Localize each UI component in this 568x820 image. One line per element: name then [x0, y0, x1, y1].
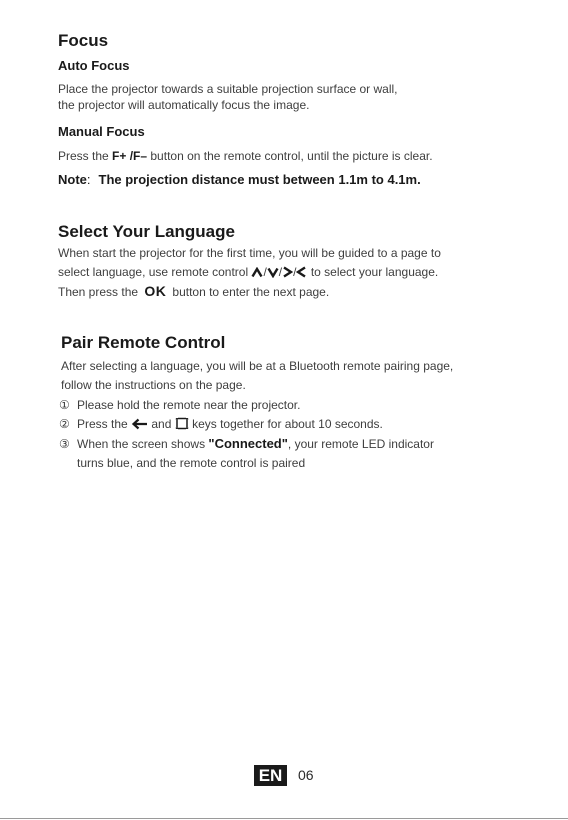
- connected-label: "Connected": [208, 436, 288, 451]
- step-2-and: and: [148, 417, 175, 431]
- note-colon: :: [86, 172, 91, 187]
- pair-step-2: [59, 416, 383, 435]
- auto-focus-heading: Auto Focus: [58, 58, 130, 73]
- ok-key-label: OK: [144, 283, 167, 299]
- language-line-3-pre: Then press the: [58, 285, 142, 299]
- key-separator-1: /: [263, 265, 267, 279]
- pair-line-2: follow the instructions on the page.: [61, 378, 246, 392]
- focus-heading: Focus: [58, 31, 109, 50]
- pair-heading: Pair Remote Control: [61, 333, 226, 352]
- up-arrow-icon: [251, 266, 263, 283]
- pair-line-1: After selecting a language, you will be at a Bluetooth remote pairing page,: [61, 359, 454, 373]
- auto-focus-line-1: Place the projector towards a suitable projection surface or wall,: [58, 82, 398, 96]
- note-label: Note: [58, 172, 87, 187]
- language-line-2: [58, 264, 438, 283]
- focus-note: [58, 172, 421, 187]
- manual-focus-text: [58, 148, 433, 165]
- manual-focus-post: button on the remote control, until the picture is clear.: [147, 149, 433, 163]
- language-heading: Select Your Language: [58, 222, 235, 241]
- step-2-post: keys together for about 10 seconds.: [188, 417, 383, 431]
- pair-step-3: [59, 435, 434, 453]
- language-line-3-post: button to enter the next page.: [172, 285, 330, 299]
- language-line-2-pre: select language, use remote control: [58, 265, 252, 279]
- step-2-pre: Press the: [77, 417, 132, 431]
- right-arrow-icon: [282, 266, 293, 283]
- step-2-number: ②: [59, 417, 70, 431]
- manual-focus-heading: Manual Focus: [58, 124, 145, 139]
- step-1-number: ①: [59, 398, 70, 412]
- pair-step-3-line-2: turns blue, and the remote control is paired: [77, 456, 306, 470]
- step-3-pre: When the screen shows: [77, 437, 209, 451]
- manual-focus-pre: Press the: [58, 149, 113, 163]
- language-line-1: When start the projector for the first time, you will be guided to a page to: [58, 246, 441, 260]
- language-line-3: [58, 283, 329, 301]
- language-badge: EN: [254, 765, 287, 786]
- language-line-2-post: to select your language.: [307, 265, 439, 279]
- step-3-post: , your remote LED indicator: [287, 437, 434, 451]
- settings-square-icon: [175, 417, 189, 435]
- focus-key-label: F+ /F–: [112, 149, 148, 163]
- bottom-rule: [0, 818, 568, 819]
- pair-step-1: [59, 397, 300, 414]
- step-3-number: ③: [59, 437, 70, 451]
- left-arrow-icon: [296, 266, 307, 283]
- step-1-text: Please hold the remote near the projector.: [77, 398, 301, 412]
- down-arrow-icon: [267, 266, 279, 283]
- key-separator-2: /: [278, 265, 283, 279]
- key-separator-3: /: [293, 265, 297, 279]
- auto-focus-line-2: the projector will automatically focus the image.: [58, 98, 310, 112]
- note-text: The projection distance must between 1.1m to 4.1m.: [98, 172, 421, 187]
- page-number: 06: [298, 767, 314, 783]
- back-arrow-icon: [131, 418, 148, 435]
